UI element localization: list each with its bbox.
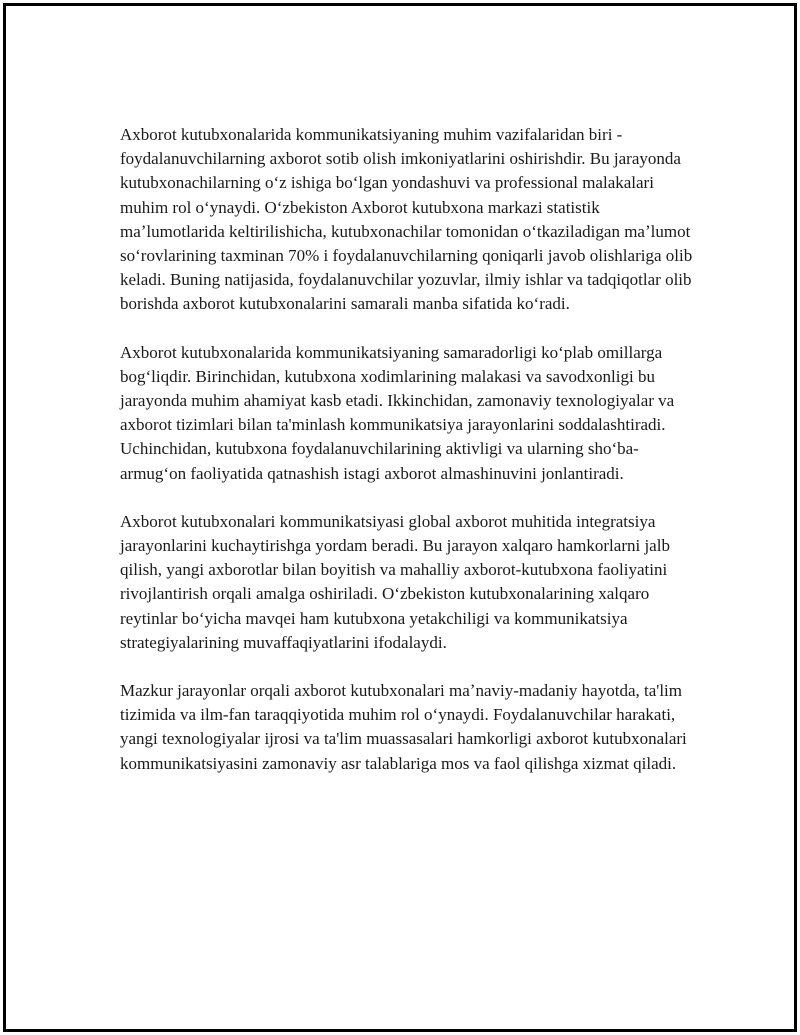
paragraph-3: Axborot kutubxonalari kommunikatsiyasi global axborot muhitida integratsiya jarayonlarini kuchaytirishga yordam beradi. Bu jarayon xalqaro hamkorlarni jalb qilish, yangi axborotlar bilan boyitish va mahalliy axborot-kutubxona faoliyatini rivojlantirish orqali amalga oshiriladi. Oʻzbekiston kutubxonalarining xalqaro reytinlar boʻyicha mavqei ham kutubxona yetakchiligi va kommunikatsiya strategiyalarining muvaffaqiyatlarini ifodalaydi.: [120, 511, 670, 652]
page-frame: [3, 3, 797, 1032]
paragraph-1: Axborot kutubxonalarida kommunikatsiyaning muhim vazifalaridan biri - foydalanuvchilarning axborot sotib olish imkoniyatlarini oshirishdir. Bu jarayonda kutubxonachilarning oʻz ishiga boʻlgan yondashuvi va professional malakalari muhim rol oʻynaydi. Oʻzbekiston Axborot kutubxona markazi statistik maʼlumotlarida keltirilishicha, kutubxonachilar tomonidan oʻtkaziladigan maʼlumot soʻrovlarining taxminan 70% i foydalanuvchilarning qoniqarli javob olishlariga olib keladi. Buning natijasida, foydalanuvchilar yozuvlar, ilmiy ishlar va tadqiqotlar olib borishda axborot kutubxonalarini samarali manba sifatida koʻradi.: [120, 125, 693, 314]
document-body: [120, 123, 700, 800]
paragraph-2: Axborot kutubxonalarida kommunikatsiyaning samaradorligi koʻplab omillarga bogʻliqdir. Birinchidan, kutubxona xodimlarining malakasi va savodxonligi bu jarayonda muhim ahamiyat kasb etadi. Ikkinchidan, zamonaviy texnologiyalar va axborot tizimlari bilan ta'minlash kommunikatsiya jarayonlarini soddalashtiradi. Uchinchidan, kutubxona foydalanuvchilarining aktivligi va ularning shoʻba-armugʻon faoliyatida qatnashish istagi axborot almashinuvini jonlantiradi.: [120, 342, 675, 483]
paragraph-4: Mazkur jarayonlar orqali axborot kutubxonalari maʼnaviy-madaniy hayotda, ta'lim tizimida va ilm-fan taraqqiyotida muhim rol oʻynaydi. Foydalanuvchilar harakati, yangi texnologiyalar ijrosi va ta'lim muassasalari hamkorligi axborot kutubxonalari kommunikatsiyasini zamonaviy asr talablariga mos va faol qilishga xizmat qiladi.: [120, 681, 687, 773]
